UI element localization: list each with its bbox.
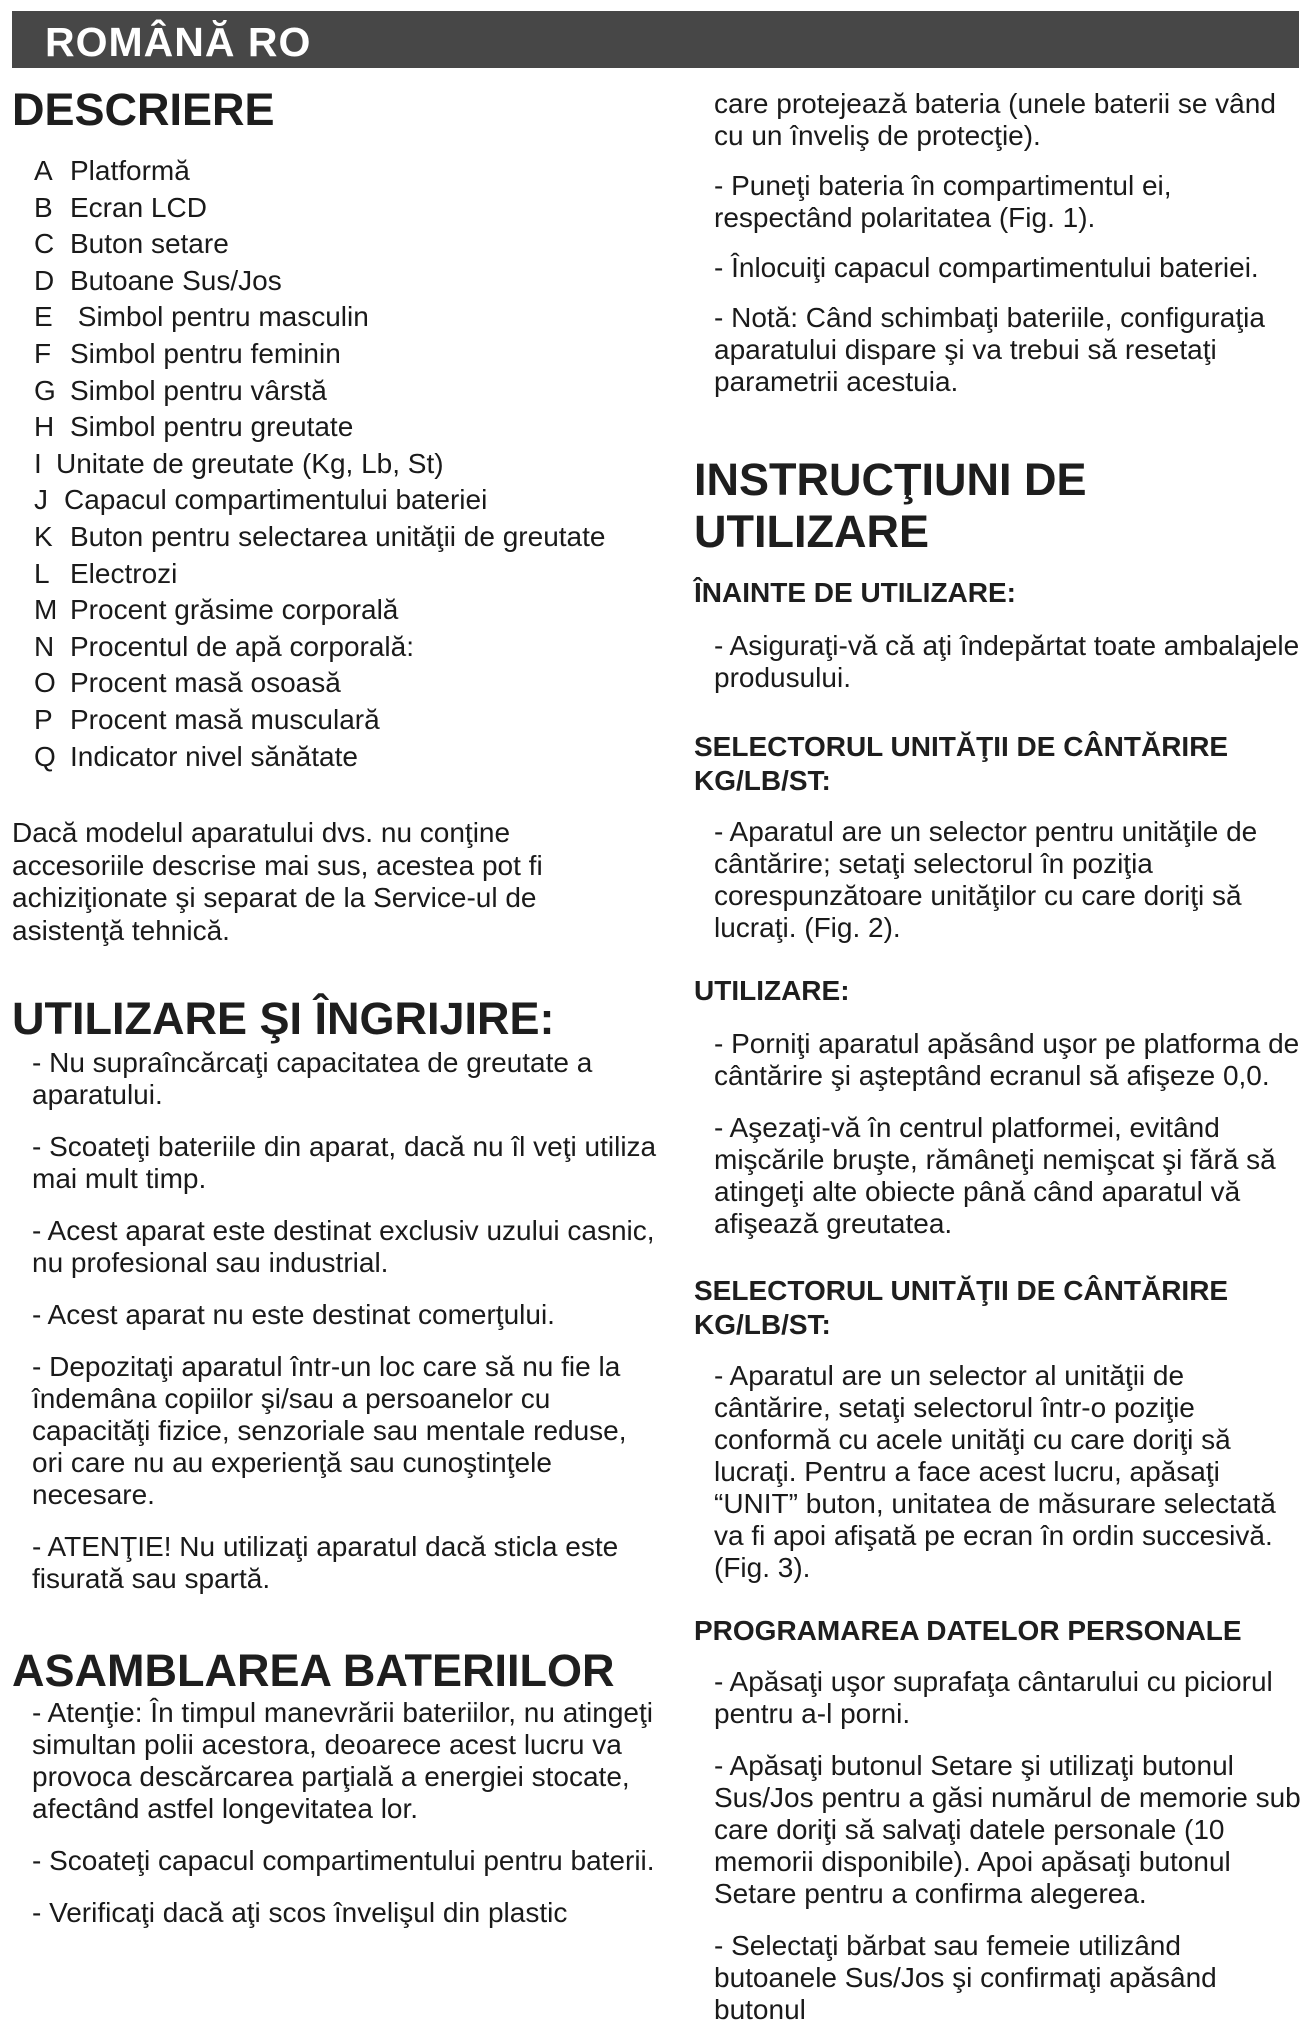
battery-item: - Verificaţi dacă aţi scos învelişul din plastic — [32, 1897, 568, 1929]
selector-item: - Aparatul are un selector pentru unităţile de cântărire; setaţi selectorul în poziţia corespunzătoare unităţilor cu care doriţi să lucraţi. (Fig. 2). — [714, 816, 1258, 943]
list-item: A Platformă — [34, 155, 190, 186]
section-title-descriere: DESCRIERE — [12, 84, 275, 135]
left-column — [12, 80, 662, 1929]
section-title-instructiuni: INSTRUCŢIUNI DE UTILIZARE — [694, 454, 1087, 557]
battery-item: - Atenţie: În timpul manevrării bateriilor, nu atingeţi simultan polii acestora, deoarece acest lucru va provoca descărcarea parţială a energiei stocate, afectând astfel longevitatea lor. — [32, 1697, 653, 1825]
care-item: - Acest aparat este destinat exclusiv uzului casnic, nu profesional sau industrial. — [32, 1215, 655, 1279]
care-item: - Scoateţi bateriile din aparat, dacă nu îl veţi utiliza mai mult timp. — [32, 1131, 657, 1195]
use-item: - Porniţi aparatul apăsând uşor pe platforma de cântărire şi aşteptând ecranul să afişeze 0,0. — [714, 1028, 1300, 1091]
accessories-note: Dacă modelul aparatului dvs. nu conţine accesoriile descrise mai sus, acestea pot fi achiziţionate şi separat de la Service-ul de asistenţă tehnică. — [12, 817, 543, 946]
program-item: - Selectaţi bărbat sau femeie utilizând butoanele Sus/Jos şi confirmaţi apăsând butonul — [714, 1930, 1217, 2025]
subtitle-selector-2: SELECTORUL UNITĂŢII DE CÂNTĂRIRE KG/LB/ST: — [694, 1275, 1229, 1340]
selector-item: - Aparatul are un selector al unităţii de cântărire, setaţi selectorul într-o poziţie conformă cu acele unităţi cu care doriţi să lucraţi. Pentru a face acest lucru, apăsaţi “UNIT” buton, unitatea de măsurare selectată va fi apoi afişată pe ecran în ordin succesivă. (Fig. 3). — [714, 1360, 1276, 1583]
care-item: - Nu supraîncărcaţi capacitatea de greutate a aparatului. — [32, 1047, 593, 1111]
list-item: E Simbol pentru masculin — [34, 301, 369, 333]
parts-list — [12, 153, 662, 775]
before-item: - Asiguraţi-vă că aţi îndepărtat toate ambalajele produsului. — [714, 630, 1300, 693]
list-item: J Capacul compartimentului bateriei — [34, 484, 488, 516]
list-item: O Procent masă osoasă — [34, 667, 341, 699]
section-title-asamblare: ASAMBLAREA BATERIILOR — [12, 1645, 615, 1697]
subtitle-programare: PROGRAMAREA DATELOR PERSONALE — [694, 1615, 1242, 1646]
list-item: B Ecran LCD — [34, 191, 207, 223]
use-item: - Aşezaţi-vă în centrul platformei, evitând mişcările bruşte, rămâneţi nemişcat şi fără să atingeţi alte obiecte până când aparatul vă afişează greutatea. — [714, 1112, 1276, 1239]
list-item: C Buton setare — [34, 228, 229, 260]
subtitle-selector-1: SELECTORUL UNITĂŢII DE CÂNTĂRIRE KG/LB/ST: — [694, 731, 1229, 796]
care-item: - Acest aparat nu este destinat comerţului. — [32, 1299, 555, 1331]
language-header — [12, 11, 1299, 68]
list-item: Q Indicator nivel sănătate — [34, 740, 358, 772]
list-item: P Procent masă musculară — [34, 703, 380, 735]
battery-continuation: care protejează bateria (unele baterii se vând cu un înveliş de protecţie). — [714, 88, 1276, 151]
right-column — [694, 88, 1306, 2026]
list-item: H Simbol pentru greutate — [34, 411, 354, 443]
subtitle-utilizare: UTILIZARE: — [694, 975, 850, 1006]
list-item: K Buton pentru selectarea unităţii de greutate — [34, 520, 606, 552]
section-title-utilizare-ingrijire: UTILIZARE ŞI ÎNGRIJIRE: — [12, 993, 555, 1045]
list-item: G Simbol pentru vârstă — [34, 374, 327, 406]
list-item: L Electrozi — [34, 557, 178, 589]
list-item: M Procent grăsime corporală — [34, 594, 399, 626]
program-item: - Apăsaţi uşor suprafaţa cântarului cu piciorul pentru a-l porni. — [714, 1666, 1273, 1729]
language-title: ROMÂNĂ RO — [45, 19, 312, 65]
program-item: - Apăsaţi butonul Setare şi utilizaţi butonul Sus/Jos pentru a găsi numărul de memorie sub care doriţi să salvaţi datele personale (10 memorii disponibile). Apoi apăsaţi butonul Setare pentru a confirma alegerea. — [714, 1750, 1301, 1909]
battery-item: - Scoateţi capacul compartimentului pentru baterii. — [32, 1845, 655, 1877]
list-item: F Simbol pentru feminin — [34, 337, 341, 369]
battery-item: - Notă: Când schimbaţi bateriile, configuraţia aparatului dispare şi va trebui să resetaţi parametrii acestuia. — [714, 302, 1265, 397]
list-item: D Butoane Sus/Jos — [34, 264, 282, 296]
list-item: I Unitate de greutate (Kg, Lb, St) — [34, 447, 444, 479]
battery-item: - Puneţi bateria în compartimentul ei, respectând polaritatea (Fig. 1). — [714, 170, 1172, 233]
care-item: - Depozitaţi aparatul într-un loc care să nu fie la îndemâna copiilor şi/sau a persoanelor cu capacităţi fizice, senzoriale sau mentale reduse, ori care nu au experienţă sau cunoştinţele necesare. — [32, 1351, 627, 1511]
care-item: - ATENŢIE! Nu utilizaţi aparatul dacă sticla este fisurată sau spartă. — [32, 1531, 619, 1595]
battery-item: - Înlocuiţi capacul compartimentului bateriei. — [714, 252, 1259, 283]
list-item: N Procentul de apă corporală: — [34, 630, 414, 662]
subtitle-inainte: ÎNAINTE DE UTILIZARE: — [694, 577, 1016, 608]
